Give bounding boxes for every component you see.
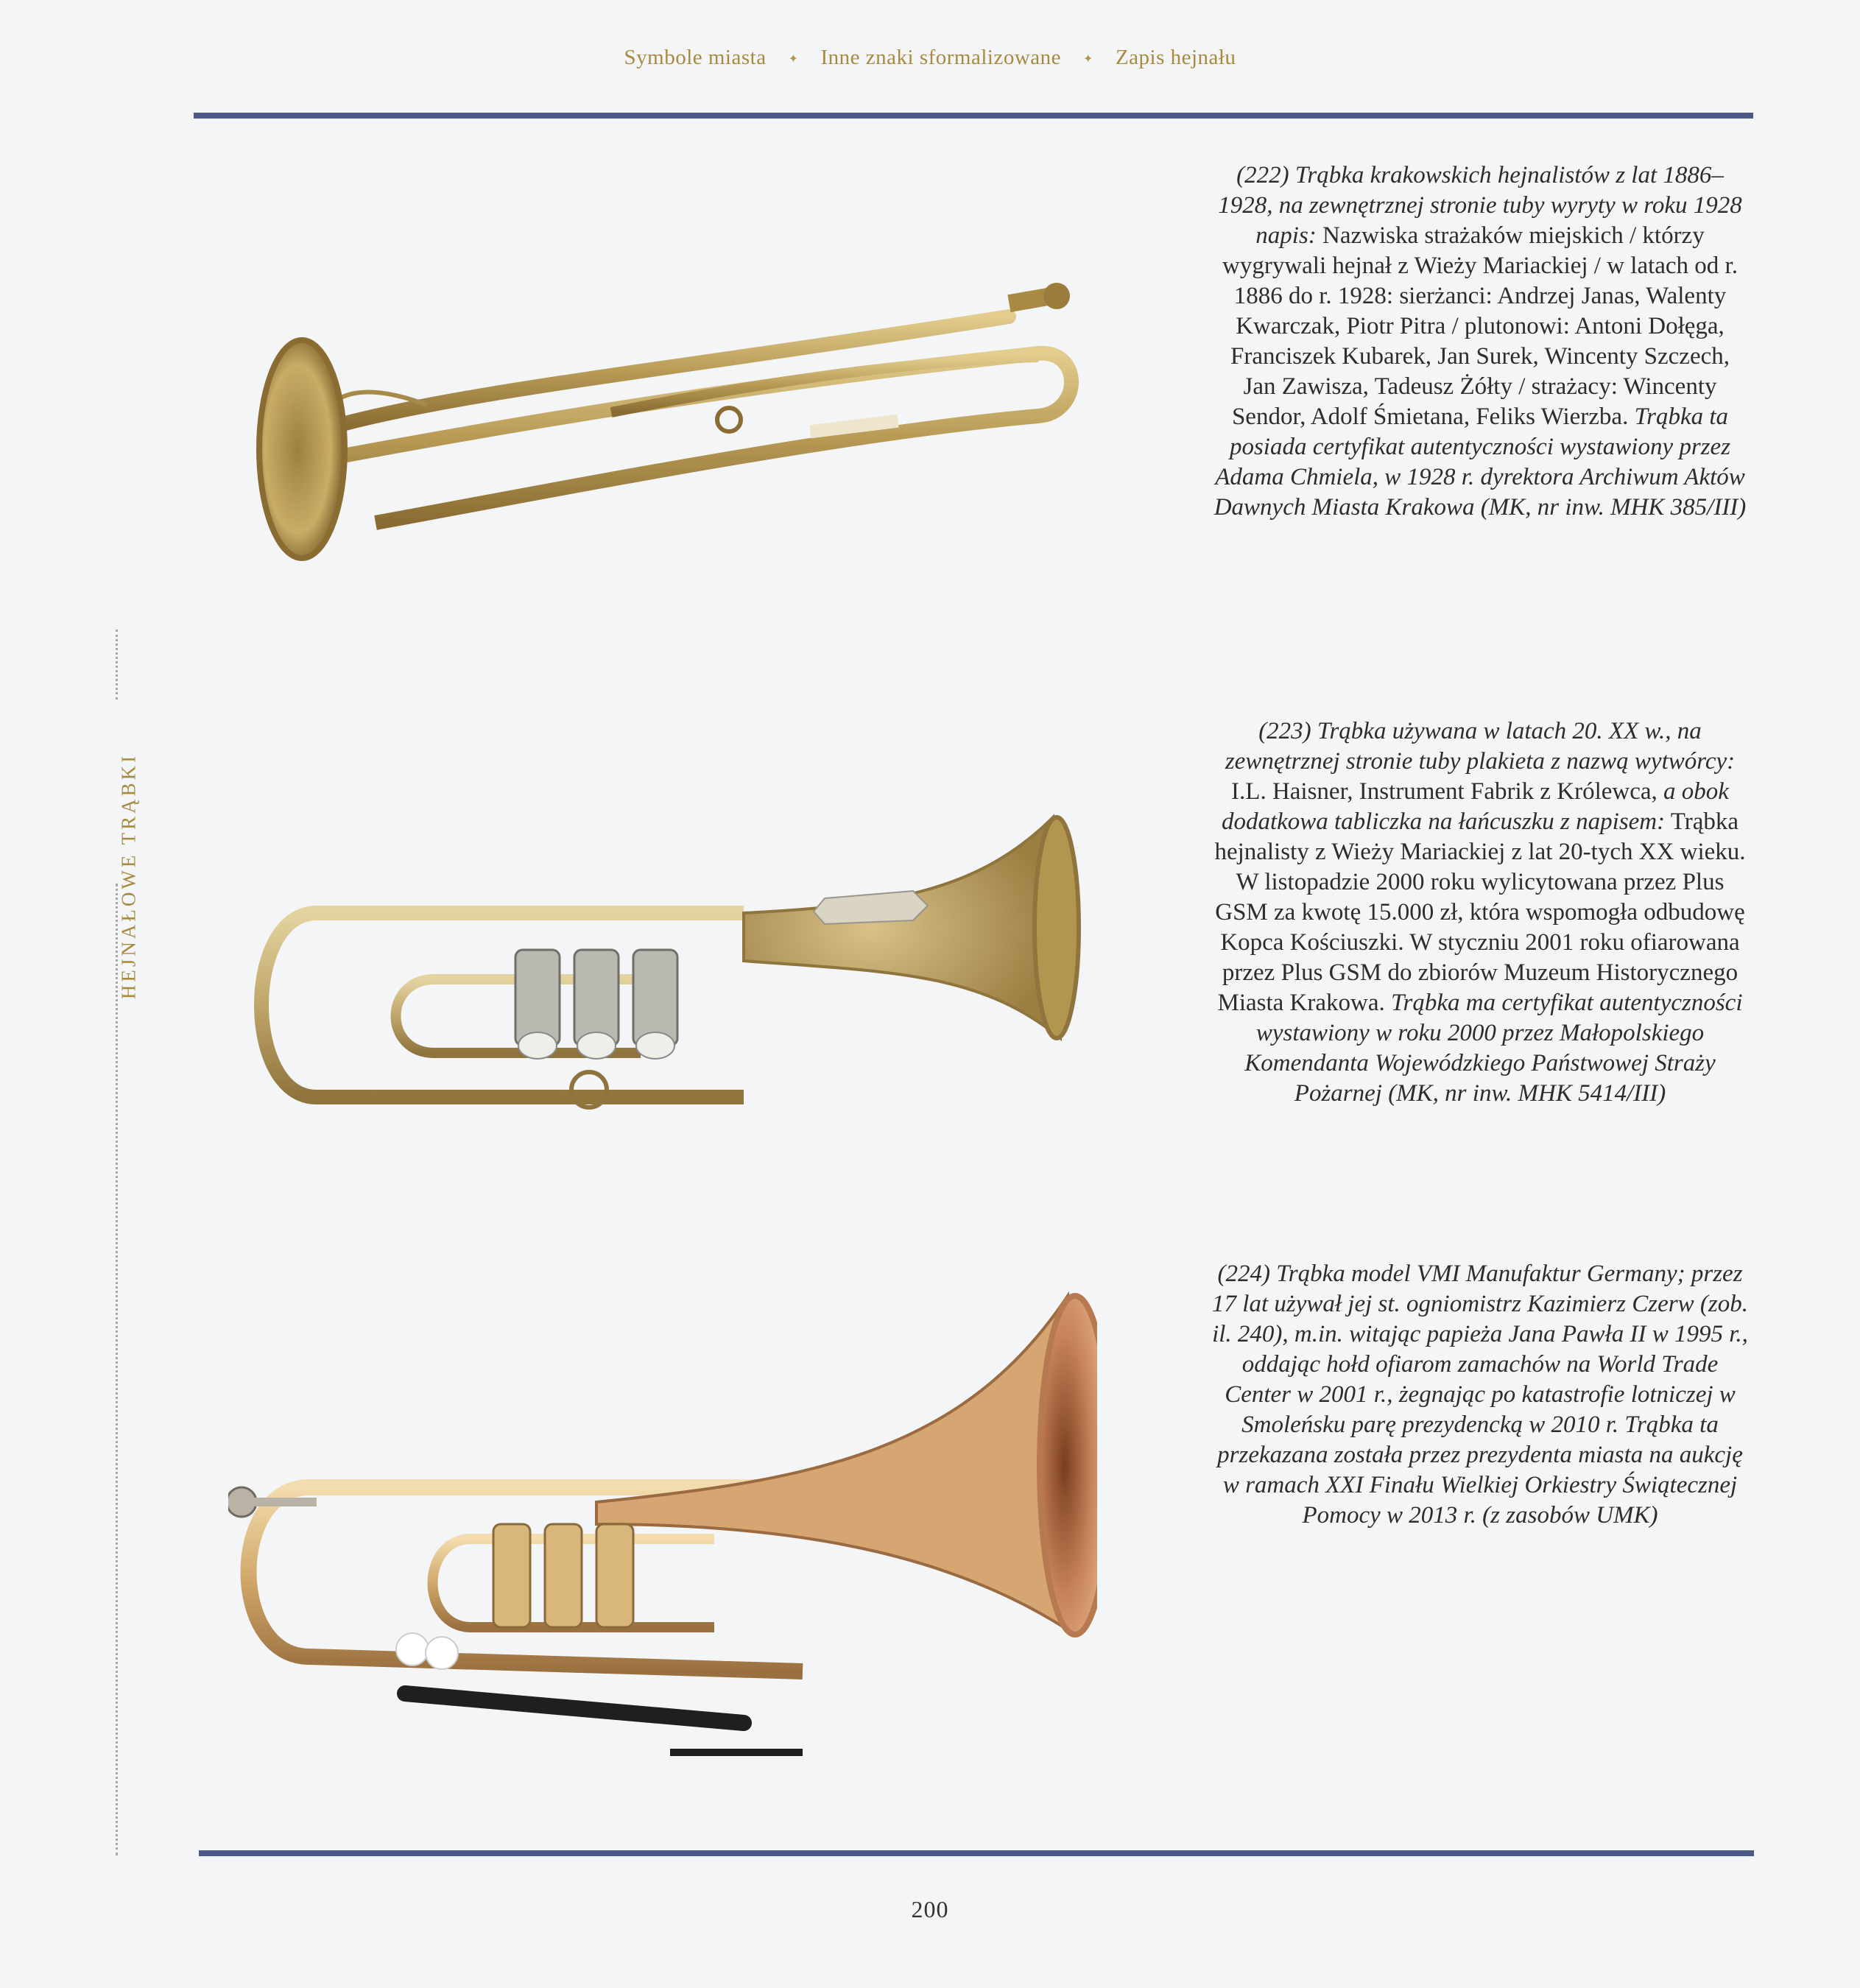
separator-icon: ✦ — [1083, 53, 1093, 66]
running-header — [0, 46, 1860, 70]
breadcrumb-inne-znaki: Inne znaki sformalizowane — [820, 46, 1062, 69]
page-number: 200 — [911, 1896, 949, 1922]
trumpet-222-image — [243, 272, 1090, 604]
caption-223: (223) Trąbka używana w latach 20. XX w., na zewnętrznej stronie tuby plakieta z nazwą wytwórcy: I.L. Haisner, Instrument Fabrik z Królewca, a obok dodatkowa tabliczka na łańcuszku z napisem: Trąbka hejnalisty z Wieży Mariackiej z lat 20-tych XX wieku. W listopadzie 2000 roku wylicytowana przez Plus GSM za kwotę 15.000 zł, która wspomogła odbudowę Kopca Kościuszki. W styczniu 2001 roku ofiarowana przez Plus GSM do zbiorów Muzeum Historycznego Miasta Krakowa. Trąbka ma certyfikat autentyczności wystawiony w roku 2000 przez Małopolskiego Komendanta Wojewódzkiego Państwowej Straży Pożarnej (MK, nr inw. MHK 5414/III) — [1214, 718, 1746, 1107]
footer-rule — [199, 1850, 1754, 1856]
breadcrumb-zapis-hejnalu: Zapis hejnału — [1115, 46, 1236, 69]
trumpet-224-image — [228, 1281, 1097, 1767]
caption-224: (224) Trąbka model VMI Manufaktur Germany; przez 17 lat używał jej st. ogniomistrz Kazimierz Czerw (zob. il. 240), m.in. witając papieża Jana Pawła II w 1995 r., oddając hołd ofiarom zamachów na World Trade Center w 2001 r., żegnając po katastrofie lotniczej w Smoleńsku parę prezydencką w 2010 r. Trąbka ta przekazana została przez prezydenta miasta na aukcję w ramach XXI Finału Wielkiej Orkiestry Świątecznej Pomocy w 2013 r. (z zasobów UMK) — [1212, 1261, 1748, 1529]
caption-222: (222) Trąbka krakowskich hejnalistów z lat 1886–1928, na zewnętrznej stronie tuby wyryty w roku 1928 napis: Nazwiska strażaków miejskich / którzy wygrywali hejnał z Wieży Mariackiej / w latach od r. 1886 do r. 1928: sierżanci: Andrzej Janas, Walenty Kwarczak, Piotr Pitra / plutonowi: Antoni Dołęga, Franciszek Kubarek, Jan Surek, Wincenty Szczech, Jan Zawisza, Tadeusz Żółty / strażacy: Wincenty Sendor, Adolf Śmietana, Feliks Wierzba. Trąbka ta posiada certyfikat autentyczności wystawiony przez Adama Chmiela, w 1928 r. dyrektora Archiwum Aktów Dawnych Miasta Krakowa (MK, nr inw. MHK 385/III) — [1213, 162, 1747, 521]
side-dotted-line-bottom — [116, 884, 118, 1855]
breadcrumb-symbole-miasta: Symbole miasta — [624, 46, 767, 69]
header-rule — [194, 113, 1753, 119]
side-dotted-line-top — [116, 630, 118, 699]
trumpet-223-image — [228, 803, 1082, 1119]
separator-icon: ✦ — [788, 53, 799, 66]
